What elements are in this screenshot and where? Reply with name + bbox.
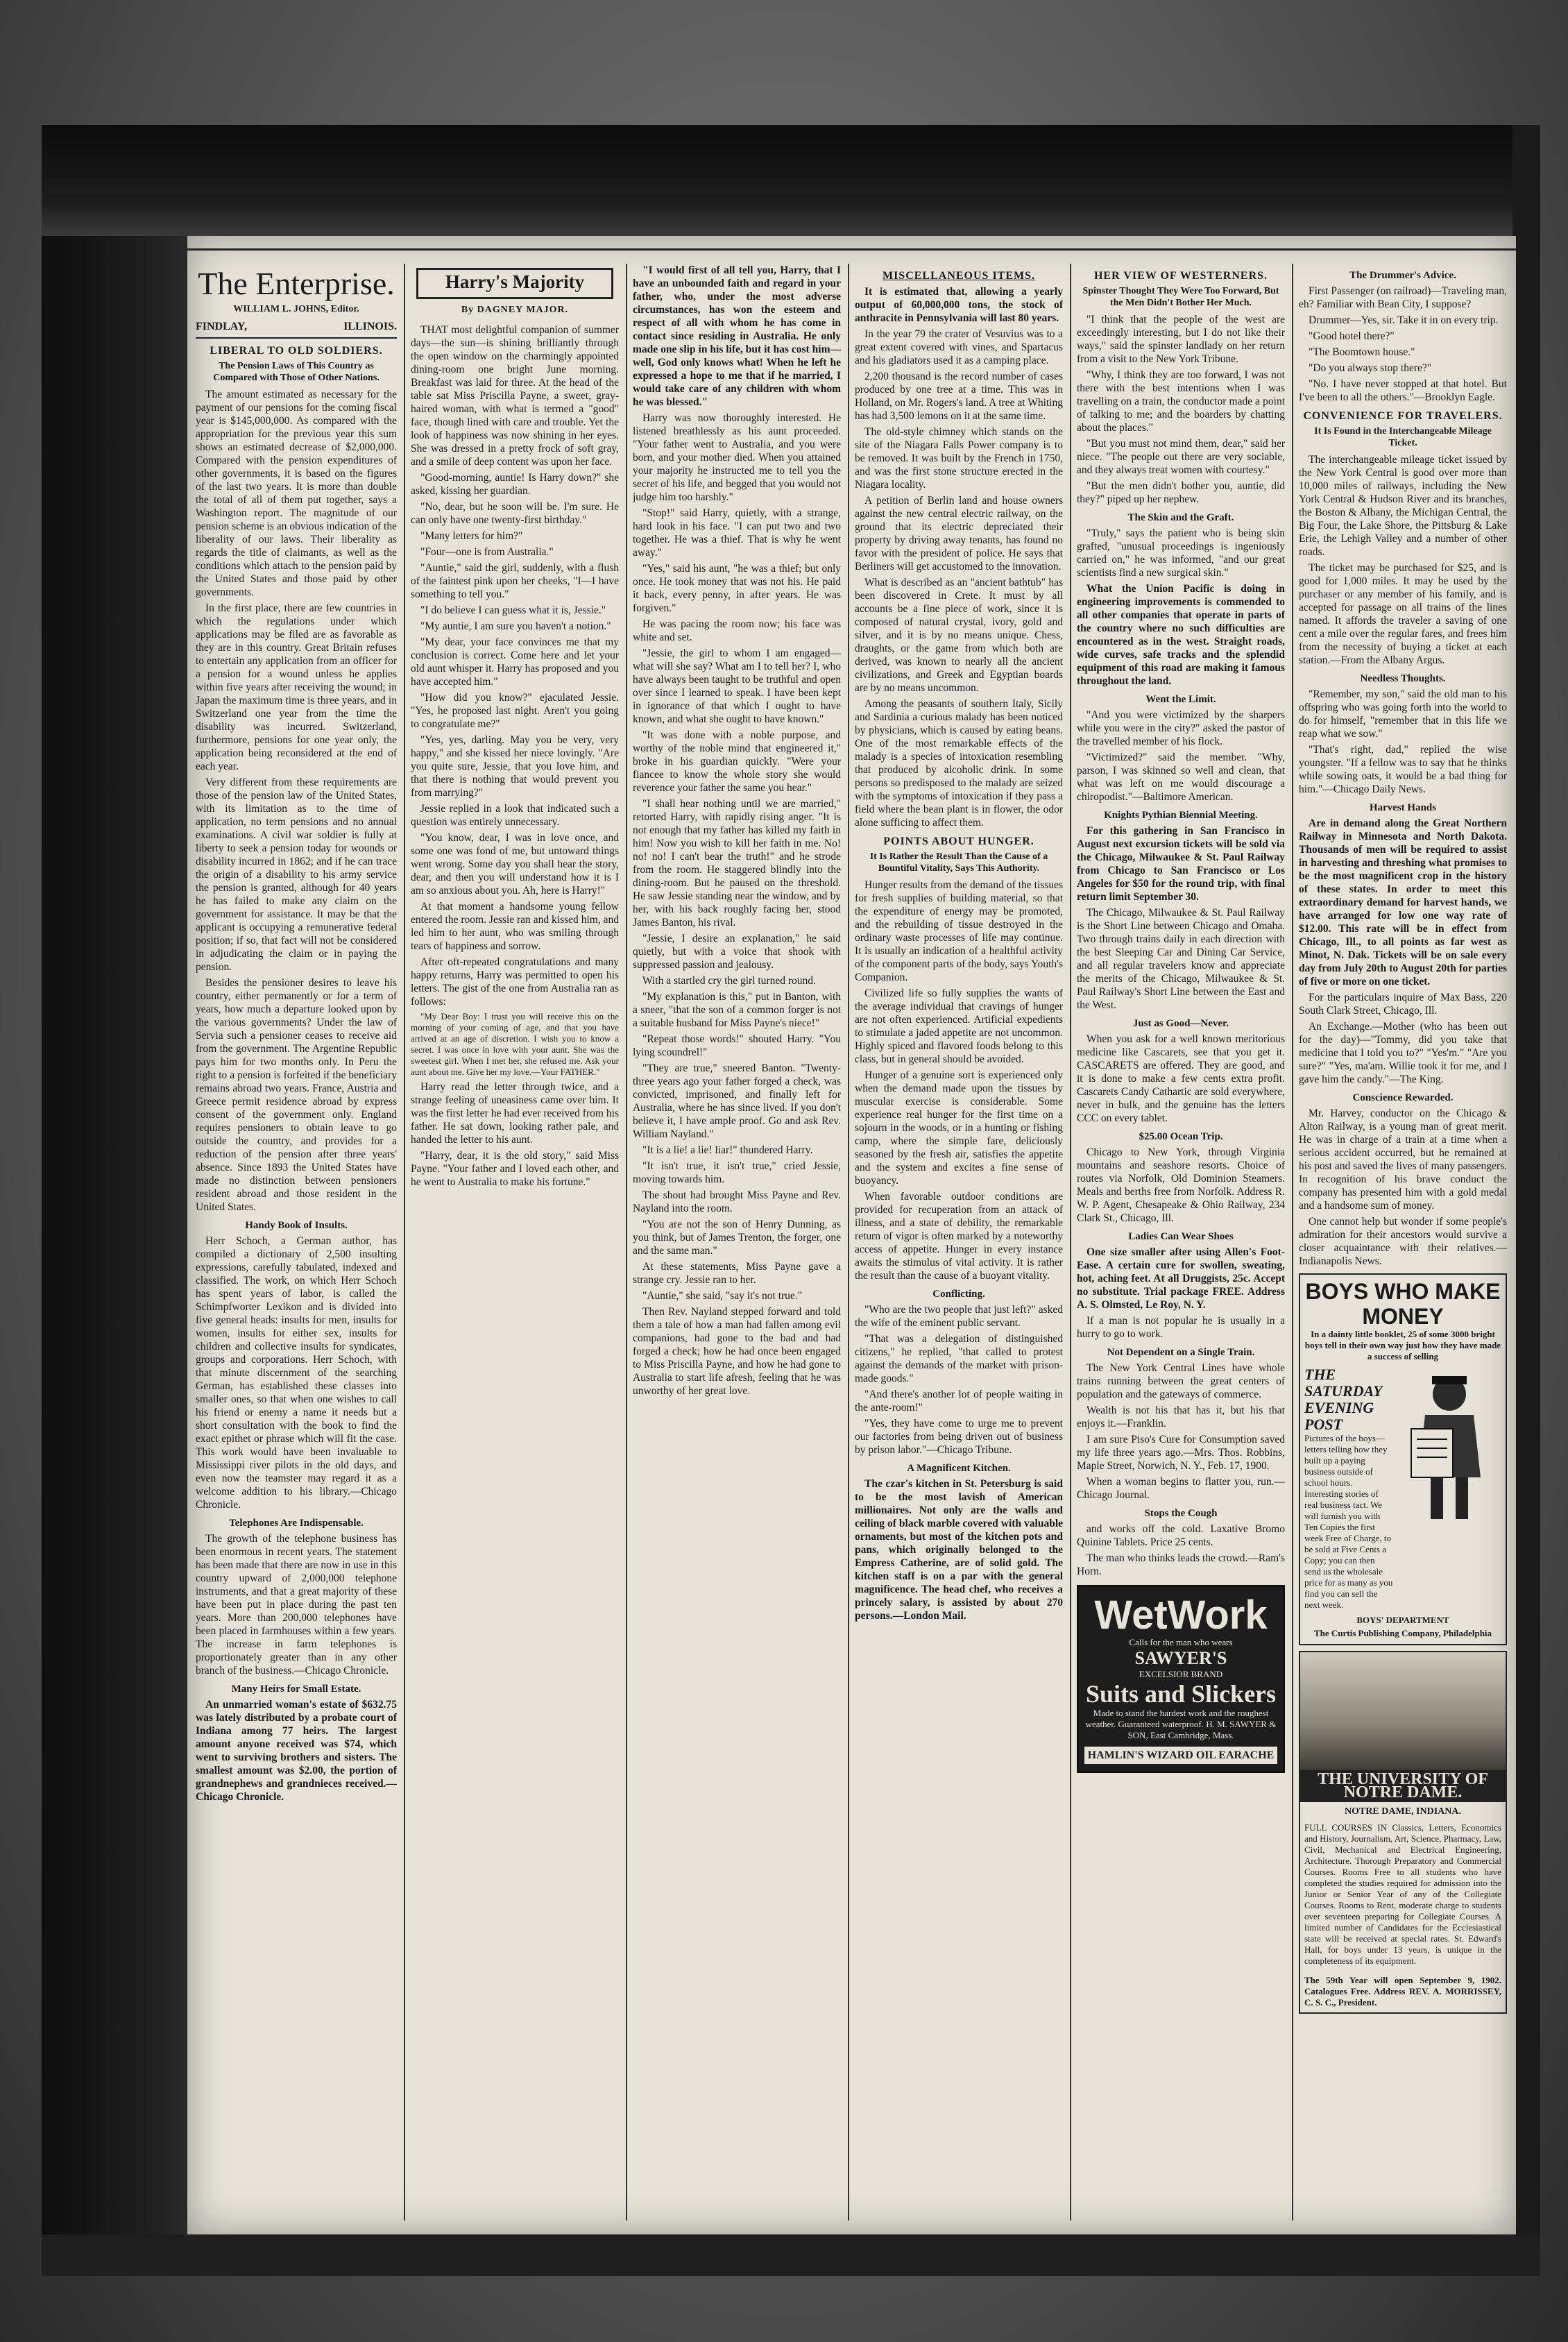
headline-knights: Knights Pythian Biennial Meeting. xyxy=(1104,810,1258,821)
filler-line: The man who thinks leads the crowd.—Ram's Horn. xyxy=(1077,1552,1285,1577)
story-letter: "My Dear Boy: I trust you will receive this on the morning of your coming of age, and that you have arrived at an age of discretion. I wish you to know a secret. I was once in love with your aunt. She was the sweetest girl. When I met her, she refused me. Ask your aunt about me. Give her my love.—Your FATHER." xyxy=(411,1011,619,1077)
article-paragraph: Besides the pensioner desires to leave his country, either permanently or for a term of years, how much a departure looked upon by the various governments? Under the law of Servia such a pensioner ceases to receive aid from the government. The Argentine Republic pays him for two months only. In Peru the right to a pension is forfeited if the beneficiary remains abroad two years. France, Austria and Greece permit residence abroad by express consent of the government only. England requires pensioners to obtain leave to go outside the country, and provides for a reduction of the pension after three years' absence. Since 1893 the United States have made no distinction between pensioners resident abroad and those resident in the United States. xyxy=(196,977,397,1213)
ad-boys-copy: Pictures of the boys—letters telling how they built up a paying business outside of school hours. Interesting stories of real business tact. We will furnish you with Ten Copies the first week Free of Charge, to be sold at Five Cents a Copy; you can then send us the wholesale price for as many as you find you can sell the next week. xyxy=(1304,1433,1393,1610)
story-title-box xyxy=(416,268,613,299)
ad-boys-text xyxy=(1304,1366,1393,1611)
story-paragraph: Harry read the letter through twice, and a strange feeling of uneasiness came over him. It was the first letter he had ever received from his father. He sat down, looking rather pale, and handed the letter to his aunt. xyxy=(411,1081,619,1146)
column-divider xyxy=(1070,264,1071,2221)
article-paragraph: One size smaller after using Allen's Foot-Ease. A certain cure for swollen, sweating, hot, aching feet. At all Druggists, 25c. Accept no substitute. Trial package FREE. Address A. S. Olmsted, Le Roy, N. Y. xyxy=(1077,1246,1285,1311)
deck-hunger: It Is Rather the Result Than the Cause of a Bountiful Vitality, Says This Authority. xyxy=(869,851,1048,874)
article-paragraph: An Exchange.—Mother (who has been out for the day)—"Tommy, did you take that medicine that I told you to?" "Yes'm." "Are you sure?" "Yes, ma'am. Willie took it for me, and I gave him the candy."—The King. xyxy=(1299,1021,1507,1085)
story-paragraph: "You are not the son of Henry Dunning, as you think, but of James Trenton, the forger, one and the same man." xyxy=(633,1219,841,1257)
masthead-town: FINDLAY, xyxy=(196,321,247,332)
story-paragraph: THAT most delightful companion of summer days—the sun—is shining brilliantly through the open window on the charmingly appointed dining-room one bright June morning. Breakfast was laid for three. At the head of the table sat Miss Priscilla Payne, a sweet, gray-haired woman, with what is termed a "good" face, though lined with care and trouble. Yet the look of happiness was now shining in her eyes. She was dressed in a pretty frock of soft gray, and a smile of deep content was upon her face. xyxy=(411,324,619,468)
scan-dark-edge-right xyxy=(1512,125,1540,2248)
ad-notre-dame xyxy=(1299,1651,1507,2014)
scan-dark-edge-left xyxy=(42,125,201,2248)
ad-boys-intro: In a dainty little booklet, 25 of some 3000 bright boys tell in their own way just how they have made a success of selling xyxy=(1304,1329,1501,1361)
article-paragraph: The amount estimated as necessary for the payment of our pensions for the coming fiscal year is $145,000,000. As compared with the appropriation for the previous year this sum shows an estimated decrease of $2,000,000. Compared with the pension expenditures of other governments, it is based on the figures of the last two years. It is more than double the total of all of them put together, says a Washington report. The magnitude of our pension scheme is an obvious indication of the liberality of our laws. Their liberality as regards the title of claimants, as well as the conditions which attach to the pension paid by the United States and those paid by other governments. xyxy=(196,389,397,598)
headline-miscellaneous: MISCELLANEOUS ITEMS. xyxy=(882,270,1036,282)
article-paragraph: "Yes, they have come to urge me to prevent our factories from being driven out of business by prison labor."—Chicago Tribune. xyxy=(855,1418,1063,1456)
story-paragraph: "I would first of all tell you, Harry, that I have an unbounded faith and regard in your father, who, under the most adverse circumstances, has won the esteem and respect of all with whom he has come in contact since residing in Australia. He only made one slip in his life, but it has cost him—well, God only knows what! When he left he expressed a hope to me that if he married, I would take care of any children with whom he was blessed." xyxy=(633,264,841,408)
headline-convenience: CONVENIENCE FOR TRAVELERS. xyxy=(1303,410,1503,422)
notre-dame-place: NOTRE DAME, INDIANA. xyxy=(1344,1806,1461,1817)
headline-drummer: The Drummer's Advice. xyxy=(1349,270,1456,281)
headline-shoes: Ladies Can Wear Shoes xyxy=(1128,1231,1234,1242)
article-paragraph: Mr. Harvey, conductor on the Chicago & Alton Railway, is a young man of great merit. He was in charge of a train at a time when a serious accident occurred, but he remained at his post and saved the lives of many passengers. In recognition of his brave conduct the company has presented him with a gold medal and a handsome sum of money. xyxy=(1299,1108,1507,1212)
story-paragraph: "It was done with a noble purpose, and worthy of the noble mind that engineered it," broke in his guardian quickly. "Were your fiancee to know the whole story she would reverence your father the same you hear." xyxy=(633,729,841,794)
headline-needless: Needless Thoughts. xyxy=(1360,673,1446,684)
headline-conscience: Conscience Rewarded. xyxy=(1352,1092,1454,1103)
article-paragraph: An unmarried woman's estate of $632.75 was lately distributed by a probate court of Indiana among 77 heirs. The largest amount anyone received was $74, which went to surviving brothers and sisters. The smallest amount was $2.00, the portion of grandnephews and grandnieces received.—Chicago Chronicle. xyxy=(196,1699,397,1803)
ad-boys-headline: BOYS WHO MAKE MONEY xyxy=(1305,1279,1501,1329)
headline-cough: Stops the Cough xyxy=(1144,1508,1218,1519)
story-paragraph: "Good-morning, auntie! Is Harry down?" she asked, kissing her guardian. xyxy=(411,472,619,497)
article-paragraph: "That's right, dad," replied the wise youngster. "If a fellow was to say that he thinks while sowing oats, it would be a bad thing for him."—Chicago Daily News. xyxy=(1299,744,1507,795)
article-paragraph: Are in demand along the Great Northern Railway in Minnesota and North Dakota. Thousands of men will be required to assist in harvesting and threshing what promises to be the most magnificent crop in the history of these states. In order to meet this extraordinary demand for harvest hands, we have arranged for low one way rate of $12.00. This rate will be in effect from Chicago, Ill., to all points as far west as Minot, N. Dak. Tickets will be on sale every day from July 20th to August 20th for parties of five or more on one ticket. xyxy=(1299,817,1507,987)
misc-item: A petition of Berlin land and house owners against the new central electric railway, on the ground that its electric depreciated their property by driving away tenants, has found no favor with the president of police. He says that Berliners will get accustomed to the innovation. xyxy=(855,495,1063,572)
article-paragraph: "And you were victimized by the sharpers while you were in the city?" asked the pastor of the travelled member of his flock. xyxy=(1077,709,1285,747)
misc-item: 2,200 thousand is the record number of cases produced by one tree at a time. This was in Holland, on Mr. Rogers's land. A tree at Whiting has had 3,500 lemons on it at the same time. xyxy=(855,371,1063,422)
story-paragraph: "It isn't true, it isn't true," cried Jessie, moving towards him. xyxy=(633,1160,841,1185)
ad-boys-who-make-money xyxy=(1299,1273,1507,1645)
column-1 xyxy=(196,264,397,2221)
headline-heirs: Many Heirs for Small Estate. xyxy=(231,1683,361,1695)
headline-kitchen: A Magnificent Kitchen. xyxy=(907,1463,1011,1474)
ad-wet-work-tagline: Calls for the man who wears xyxy=(1129,1637,1233,1647)
misc-item: In the year 79 the crater of Vesuvius was to a great extent covered with vines, and Spartacus and his gladiators used it as a camping place. xyxy=(855,328,1063,366)
scan-dark-edge-bottom xyxy=(42,2234,1540,2276)
ad-boys-body xyxy=(1304,1366,1501,1611)
story-title: Harry's Majority xyxy=(445,271,585,292)
masthead-state: ILLINOIS. xyxy=(343,321,397,332)
ad-wet-work-product: Suits and Slickers xyxy=(1085,1680,1277,1708)
article-paragraph: When favorable outdoor conditions are provided for recuperation from an attack of illness, and a state of debility, the remarkable return of vigor is often marked by a noteworthy access of appetite. Hunger in every instance awaits the stimulus of vital activity. It is rather the result than the cause of a buoyant vitality. xyxy=(855,1191,1063,1282)
headline-insults: Handy Book of Insults. xyxy=(245,1220,348,1231)
story-paragraph: "My auntie, I am sure you haven't a notion." xyxy=(420,620,611,632)
filler-line: Wealth is not his that has it, but his that enjoys it.—Franklin. xyxy=(1077,1405,1285,1429)
masthead-title: The Enterprise. xyxy=(198,266,395,301)
article-paragraph: "But you must not mind them, dear," said her niece. "The people out there are very sociable, and they always treat women with courtesy." xyxy=(1077,438,1285,476)
article-paragraph: When you ask for a well known meritorious medicine like Cascarets, see that you get it. CASCARETS are offered. They are good, and it is done to make a few cents extra profit. Cascarets Candy Cathartic are sold everywhere, never in bulk, and the genuine has the letters CCC on every tablet. xyxy=(1077,1033,1285,1124)
story-byline: By DAGNEY MAJOR. xyxy=(461,305,569,315)
article-paragraph: "That was a delegation of distinguished citizens," he replied, "that called to protest against the demands of the market with prison-made goods." xyxy=(855,1333,1063,1384)
masthead-editor: WILLIAM L. JOHNS, Editor. xyxy=(233,304,359,314)
article-paragraph: "Victimized?" said the member. "Why, parson, I was skinned so well and clean, that what was left on me would discourage a chiropodist."—Baltimore American. xyxy=(1077,752,1285,803)
misc-item: What is described as an "ancient bathtub" has been discovered in Crete. It must by all accounts be a fine piece of work, since it is composed of natural crystal, ivory, gold and silver, and it is by no means unique. Chess, draughts, or the game from which both are derived, was known to nearly all the ancient civilizations, and Greek and Egyptian boards are by no means uncommon. xyxy=(855,577,1063,694)
story-paragraph: With a startled cry the girl turned round. xyxy=(642,975,816,987)
story-paragraph: "Harry, dear, it is the old story," said Miss Payne. "Your father and I loved each other, and he went to Australia to make his fortune." xyxy=(411,1150,619,1188)
story-paragraph: At these statements, Miss Payne gave a strange cry. Jessie ran to her. xyxy=(633,1261,841,1286)
headline-limit: Went the Limit. xyxy=(1145,694,1216,705)
deck-convenience: It Is Found in the Interchangeable Mileage Ticket. xyxy=(1314,426,1492,448)
ad-boys-department: BOYS' DEPARTMENT xyxy=(1356,1615,1449,1625)
story-paragraph: "They are true," sneered Banton. "Twenty-three years ago your father forged a check, was convicted, imprisoned, and finally left for Australia, where he has since lived. If you don't believe it, I have ample proof. Go and ask Rev. William Nayland." xyxy=(633,1062,841,1140)
article-paragraph: The ticket may be purchased for $25, and is good for 1,000 miles. It may be used by the purchaser or any member of his family, and is accepted for passage on all trains of the lines named. It affords the traveler a saving of one cent a mile over the regular fares, and frees him from the necessity of buying a ticket at each station.—From the Albany Argus. xyxy=(1299,562,1507,666)
article-paragraph: Very different from these requirements are those of the pension law of the United States, with its limitation as to the time of application, no term pensions and no annual examinations. A civil war soldier is fully at liberty to seek a pension today for wounds or disability incurred in 1862; and if he can trace the origin of a disability to his army service the pension is granted, although for 40 years he has failed to make any claim on the government for assistance. It may be that the applicant is occupying a remunerative federal position; if so, that fact will not be considered in adjudicating the claim or in paying the pension. xyxy=(196,777,397,973)
ad-wet-work-headline: WetWork xyxy=(1094,1593,1268,1638)
column-divider xyxy=(404,264,405,2221)
article-paragraph: For the particulars inquire of Max Bass, 220 South Clark Street, Chicago, Ill. xyxy=(1299,992,1507,1017)
story-paragraph: "Stop!" said Harry, quietly, with a strange, hard look in his face. "I can put two and two together. He was a thief. That is why he went away." xyxy=(633,507,841,559)
article-paragraph: The New York Central Lines have whole trains running between the great centers of population and the gateways of commerce. xyxy=(1077,1362,1285,1400)
article-paragraph: "Do you always stop there?" xyxy=(1309,362,1432,374)
headline-harvest: Harvest Hands xyxy=(1369,802,1437,813)
headline-liberal-soldiers: LIBERAL TO OLD SOLDIERS. xyxy=(210,345,383,357)
article-paragraph: For this gathering in San Francisco in August next excursion tickets will be sold via the Chicago, Milwaukee & St. Paul Railway from Chicago to San Francisco or Los Angeles for $50 for the round trip, with final return limit September 30. xyxy=(1077,825,1285,903)
article-paragraph: What the Union Pacific is doing in engineering improvements is commended to all other companies that operate in parts of the country where no such difficulties are encountered as in the west. Straight roads, wide curves, safe tracks and the splendid equipment of this road are making it famous throughout the land. xyxy=(1077,583,1285,687)
article-paragraph: "Good hotel there?" xyxy=(1309,330,1395,342)
newspaper-page xyxy=(187,236,1516,2234)
article-paragraph: and works off the cold. Laxative Bromo Quinine Tablets. Price 25 cents. xyxy=(1077,1523,1285,1548)
story-paragraph: "You know, dear, I was in love once, and some one was fond of me, but untoward things went wrong. Some day you shall hear the story, dear, and then you will understand how it is I am so anxious about you. Ah, here is Harry!" xyxy=(411,832,619,897)
headline-telephones: Telephones Are Indispensable. xyxy=(229,1518,364,1529)
newsboy-illustration-icon xyxy=(1397,1366,1501,1526)
story-paragraph: "How did you know?" ejaculated Jessie. "Yes, he proposed last night. Aren't you going to congratulate me?" xyxy=(411,692,619,730)
column-5 xyxy=(1077,264,1285,2221)
article-paragraph: The growth of the telephone business has been enormous in recent years. The statement has been made that there are now in use in this country upward of 2,000,000 telephone instruments, and that a great majority of these have been put in place during the past ten years. More than 200,000 telephones have been placed in farmhouses within a few years. The increase in farm telephones is proportionately greater than in any other branch of the business.—Chicago Chronicle. xyxy=(196,1533,397,1677)
story-paragraph: "My dear, your face convinces me that my conclusion is correct. Come here and let your old aunt whisper it. Harry has proposed and you have accepted him." xyxy=(411,636,619,688)
story-paragraph: Jessie replied in a look that indicated such a question was entirely unnecessary. xyxy=(411,803,619,828)
ad-boys-magazine-1: THE SATURDAY xyxy=(1304,1366,1383,1400)
headline-graft: The Skin and the Graft. xyxy=(1127,512,1234,523)
article-paragraph: One cannot help but wonder if some people's admiration for their ancestors would survive a closer acquaintance with their relatives.—Indianapolis News. xyxy=(1299,1216,1507,1267)
story-paragraph: "My explanation is this," put in Banton, with a sneer, "that the son of a common forger is not a suitable husband for Miss Payne's niece!" xyxy=(633,991,841,1029)
headline-conflicting: Conflicting. xyxy=(932,1289,985,1300)
article-paragraph: "No. I have never stopped at that hotel. But I've been to all the others."—Brooklyn Eagle. xyxy=(1299,378,1507,403)
article-paragraph: Hunger results from the demand of the tissues for fresh supplies of building material, so that the expenditure of energy may be promoted, and the rebuilding of tissue destroyed in the ordinary waste processes of life may continue. It is usually an indication of a healthful activity of the component parts of the body, says Youth's Companion. xyxy=(855,879,1063,983)
article-paragraph: "Who are the two people that just left?" asked the wife of the eminent public servant. xyxy=(855,1304,1063,1329)
column-3 xyxy=(633,264,841,2221)
story-paragraph: "Auntie," said the girl, suddenly, with a flush of the faintest pink upon her cheeks, "I—I have something to tell you." xyxy=(411,562,619,600)
story-paragraph: At that moment a handsome young fellow entered the room. Jessie ran and kissed him, and led him to her aunt, who was smiling through tears of happiness and sorrow. xyxy=(411,901,619,952)
ad-boys-publisher: The Curtis Publishing Company, Philadelphia xyxy=(1313,1628,1492,1638)
column-4 xyxy=(855,264,1063,2221)
article-paragraph: "The Boomtown house." xyxy=(1309,346,1415,358)
ad-wizard-oil: HAMLIN'S WIZARD OIL EARACHE xyxy=(1084,1747,1277,1764)
headline-hunger: POINTS ABOUT HUNGER. xyxy=(883,835,1034,847)
headline-train: Not Dependent on a Single Train. xyxy=(1107,1347,1255,1358)
ad-wet-work-fine-print: Made to stand the hardest work and the roughest weather. Guaranteed waterproof. H. M. SAWYER & SON, East Cambridge, Mass. xyxy=(1085,1708,1277,1740)
deck-westerners: Spinster Thought They Were Too Forward, But the Men Didn't Bother Her Much. xyxy=(1082,286,1279,308)
column-2 xyxy=(411,264,619,2221)
headline-just-as-good: Just as Good—Never. xyxy=(1132,1018,1229,1029)
article-paragraph: Herr Schoch, a German author, has compiled a dictionary of 2,500 insulting expressions, carefully tabulated, indexed and classified. The work, on which Herr Schoch has spent years of labor, is called the Schimpfworter Lexikon and is divided into five general heads: insults for men, insults for women, insults for either sex, insults for children and collective insults for syndicates, groups and corporations. Herr Schoch, with that minute discernment of the searching German, has established these classes into smaller ones, so that when one wishes to call his friend or enemy a name it needs but a short consultation with the book to find the exact epithet or phrase which will fit the case. This work would have been invaluable to Mississippi river pilots in the old days, and even now the teamster may regard it as a welcome addition to his library.—Chicago Chronicle. xyxy=(196,1235,397,1511)
masthead-place xyxy=(196,319,397,339)
story-paragraph: "Yes," said his aunt, "he was a thief; but only once. He took money that was not his. He paid it back, every penny, in after years. He was forgiven." xyxy=(633,563,841,614)
ad-wet-work-brand2: EXCELSIOR BRAND xyxy=(1139,1669,1223,1679)
story-paragraph: "Jessie, the girl to whom I am engaged—what will she say? What am I to tell her? I, who have always been taught to be truthful and open over since I learned to speak. I have been kept in ignorance of that which I ought to have known, and what she ought to have known." xyxy=(633,647,841,725)
story-paragraph: "It is a lie! a lie! liar!" thundered Harry. xyxy=(642,1144,813,1156)
article-paragraph: "But the men didn't bother you, auntie, did they?" piped up her nephew. xyxy=(1077,480,1285,505)
misc-item: The old-style chimney which stands on the site of the Niagara Falls Power company is to be removed. It was built by the French in 1750, and was the first stone structure erected in the Niagara locality. xyxy=(855,426,1063,491)
story-paragraph: "Repeat those words!" shouted Harry. "You lying scoundrel!" xyxy=(633,1033,841,1058)
column-divider xyxy=(848,264,849,2221)
article-paragraph: "Truly," says the patient who is being skin grafted, "unusual proceedings is ingeniously carried on," he was informed, "and our great scientists find a new surgical skin." xyxy=(1077,527,1285,579)
article-paragraph: "Why, I think they are too forward, I was not there with the best intentions when I was travelling on a train, the conductor made a point of talking to me; and the boarders by chatting about the places." xyxy=(1077,369,1285,434)
story-paragraph: Harry was now thoroughly interested. He listened breathlessly as his aunt proceeded. "Your father went to Australia, and you were born, and your mother died. When you attained your majority he instructed me to tell you the secret of his life, and begged that you would not judge him too harshly." xyxy=(633,412,841,503)
article-paragraph: Hunger of a genuine sort is experienced only when the demand made upon the tissues by muscular exercise is considerable. Some experience real hunger for the first time on a sojourn in the woods, or in a hunting or fishing camp, where the simple fare, deliciously seasoned by the fresh air, satisfies the appetite and the system and excites a fine sense of buoyancy. xyxy=(855,1069,1063,1187)
ad-boys-magazine-2: EVENING POST xyxy=(1304,1399,1374,1433)
story-paragraph: "Auntie," she said, "say it's not true." xyxy=(642,1290,803,1302)
article-paragraph: The interchangeable mileage ticket issued by the New York Central is good over more than 10,000 miles of railways, including the New York Central & Hudson River and its branches, the Boston & Albany, the Michigan Central, the Big Four, the Lake Shore, the Pittsburg & Lake Erie, the Lehigh Valley and a number of other roads. xyxy=(1299,454,1507,558)
column-divider xyxy=(626,264,627,2221)
ad-wet-work xyxy=(1077,1585,1285,1773)
top-rule xyxy=(187,248,1516,251)
notre-dame-footer: The 59th Year will open September 9, 1902. Catalogues Free. Address REV. A. MORRISSEY, C. S. C., President. xyxy=(1304,1975,1501,2008)
notre-dame-title: THE UNIVERSITY OF NOTRE DAME. xyxy=(1300,1770,1506,1802)
article-paragraph: The czar's kitchen in St. Petersburg is said to be the most lavish of American millionaires. Not only are the walls and ceiling of black marble covered with valuable ornaments, but most of the kitchen pots and pans, which originally belonged to the Empress Catherine, are of solid gold. The kitchen staff is on a par with the general magnificence. The head chef, who receives a princely salary, is assisted by about 270 persons.—London Mail. xyxy=(855,1478,1063,1622)
headline-westerners: HER VIEW OF WESTERNERS. xyxy=(1093,270,1268,282)
story-paragraph: He was pacing the room now; his face was white and set. xyxy=(633,618,841,643)
headline-ocean-trip: $25.00 Ocean Trip. xyxy=(1139,1131,1223,1142)
article-paragraph: "And there's another lot of people waiting in the ante-room!" xyxy=(855,1389,1063,1414)
column-divider xyxy=(1292,264,1293,2221)
scan-dark-edge-top xyxy=(42,125,1533,236)
article-paragraph: Civilized life so fully supplies the wants of the average individual that cravings of hunger are not often experienced. Artificial expedients to stimulate a jaded appetite are not uncommon. Highly spiced and flavored foods belong to this class, but in general should be avoided. xyxy=(855,987,1063,1065)
filler-line: If a man is not popular he is usually in a hurry to go to work. xyxy=(1077,1315,1285,1340)
article-paragraph: "I think that the people of the west are exceedingly interesting, but I do not like their ways," said the spinster landlady on her return from a visit to the New York Tribune. xyxy=(1077,314,1285,365)
story-paragraph: "No, dear, but he soon will be. I'm sure. He can only have one twenty-first birthday." xyxy=(411,501,619,526)
story-paragraph: The shout had brought Miss Payne and Rev. Nayland into the room. xyxy=(633,1189,841,1214)
misc-item: It is estimated that, allowing a yearly output of 60,000,000 tons, the stock of anthracite in Pennsylvania will last 80 years. xyxy=(855,286,1063,324)
filler-line: I am sure Piso's Cure for Consumption saved my life three years ago.—Mrs. Thos. Robbins, Maple Street, Norwich, N. Y., Feb. 17, 1900. xyxy=(1077,1434,1285,1472)
column-6 xyxy=(1299,264,1507,2221)
story-paragraph: Then Rev. Nayland stepped forward and told them a tale of how a man had fallen among evil companions, had gone to the bad and had forged a check; how he had once been engaged to Miss Priscilla Payne, and how he had gone to Australia to start life afresh, feeling that he was unworthy of her great love. xyxy=(633,1306,841,1397)
misc-item: Among the peasants of southern Italy, Sicily and Sardinia a curious malady has been noticed by physicians, which is caused by eating beans. One of the most remarkable effects of the malady is a species of intoxication resembling that produced by alcoholic drink. In some persons so predisposed to the malady are seized with the symptoms of intoxication if they pass a field where the bean plant is in flower, the odor alone sufficing to affect them. xyxy=(855,698,1063,829)
story-paragraph: After oft-repeated congratulations and many happy returns, Harry was permitted to open his letters. The gist of the one from Australia ran as follows: xyxy=(411,956,619,1008)
notre-dame-body: FULL COURSES IN Classics, Letters, Economics and History, Journalism, Art, Science, Pharmacy, Law, Civil, Mechanical and Electrical Engineering, Architecture. Thorough Preparatory and Commercial Courses. Rooms Free to all students who have completed the studies required for admission into the Junior or Senior Year of any of the Collegiate Courses. Rooms to Rent, moderate charge to students over seventeen preparing for Collegiate Courses. A limited number of Candidates for the Ecclesiastical state will be received at special rates. St. Edward's Hall, for boys under 13 years, is unique in the completeness of its equipment. xyxy=(1304,1822,1501,1966)
article-paragraph: First Passenger (on railroad)—Traveling man, eh? Familiar with Bean City, I suppose? xyxy=(1299,285,1507,310)
story-paragraph: "Jessie, I desire an explanation," he said quietly, but with a voice that shook with suppressed passion and jealousy. xyxy=(633,933,841,971)
story-paragraph: "Many letters for him?" xyxy=(420,530,523,542)
article-paragraph: "Remember, my son," said the old man to his offspring who was going forth into the world to do for himself, "remember that in this life we reap what we sow." xyxy=(1299,688,1507,740)
deck-pension-laws: The Pension Laws of This Country as Compared with Those of Other Nations. xyxy=(213,361,380,383)
article-paragraph: In the first place, there are few countries in which the regulations under which applications may be filed are as favorable as they are in this country. Great Britain refuses to entertain any application from an officer for a pension for a wound unless he applies within five years after receiving the wound; in Japan the maximum time is three years, and in Switzerland one year from the time the disability was incurred. Switzerland, furthermore, pensions for one year only, the application being reconsidered at the end of each year. xyxy=(196,602,397,772)
article-paragraph: The Chicago, Milwaukee & St. Paul Railway is the Short Line between Chicago and Omaha. Two through trains daily in each direction with the best Sleeping Car and Dining Car Service, and all regular travelers know and appreciate the merits of the Chicago, Milwaukee & St. Paul Railway's Short Line between the East and the West. xyxy=(1077,907,1285,1011)
story-paragraph: "I do believe I can guess what it is, Jessie." xyxy=(420,604,606,616)
story-paragraph: "I shall hear nothing until we are married," retorted Harry, with rapidly rising anger. "It is not enough that my father has killed my faith in him! Now you wish to kill her faith in me. No! no! no! I can't bear the truth!" and he strode from the room. He staggered blindly into the dining-room. But he paused on the threshold. He saw Jessie standing near the window, and by her, with his back roughly facing her, stood James Banton, his rival. xyxy=(633,798,841,928)
story-paragraph: "Yes, yes, darling. May you be very, very happy," and she kissed her niece lovingly. "Are you quite sure, Jessie, that you love him, and that there is nothing that would prevent you from marrying?" xyxy=(411,734,619,799)
article-paragraph: Chicago to New York, through Virginia mountains and seashore resorts. Choice of routes via Norfolk, Old Dominion Steamers. Meals and berths free from Norfolk. Address R. W. P. Agent, Chesapeake & Ohio Railway, 234 Clark St., Chicago, Ill. xyxy=(1077,1146,1285,1224)
article-paragraph: Drummer—Yes, sir. Take it in on every trip. xyxy=(1309,314,1499,326)
ad-wet-work-brand: SAWYER'S xyxy=(1134,1648,1227,1668)
filler-line: When a woman begins to flatter you, run.—Chicago Journal. xyxy=(1077,1476,1285,1501)
story-paragraph: "Four—one is from Australia." xyxy=(420,546,554,558)
notre-dame-building-illustration xyxy=(1300,1652,1506,1770)
